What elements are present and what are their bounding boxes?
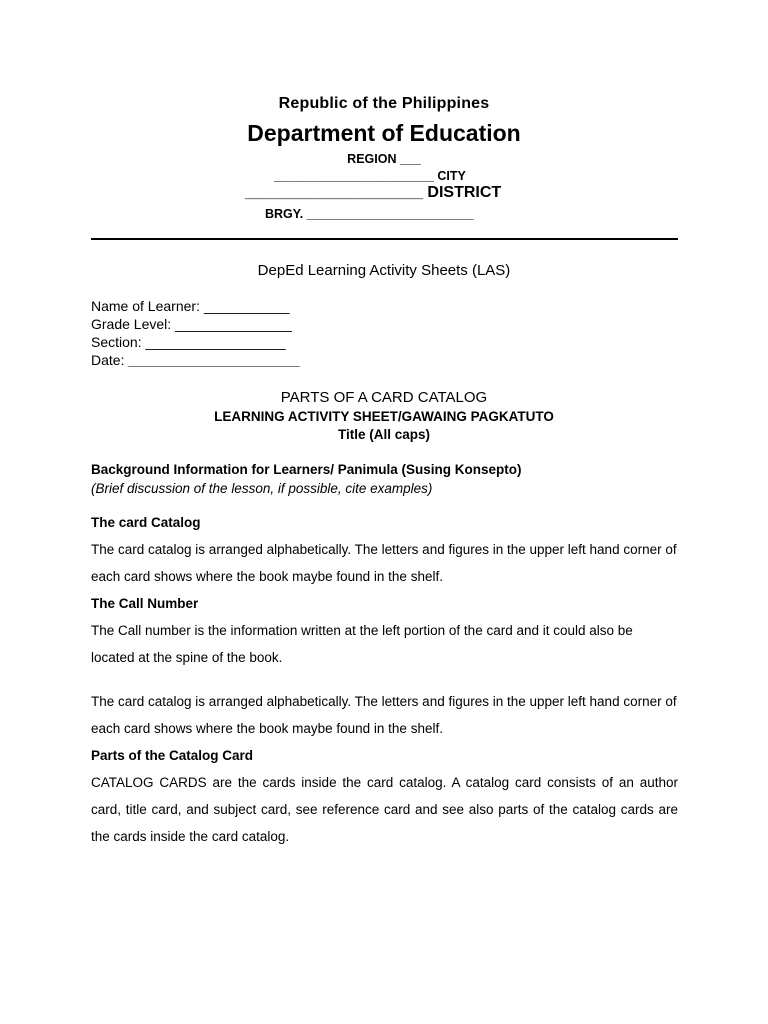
call-number-paragraph: The Call number is the information written at the left portion of the card and it could also be located at the spine of the book. bbox=[91, 623, 633, 665]
region-line: REGION ___ bbox=[347, 152, 421, 166]
department-heading: Department of Education bbox=[247, 120, 521, 146]
district-line: ____________________ DISTRICT bbox=[245, 184, 502, 201]
background-note: (Brief discussion of the lesson, if possible, cite examples) bbox=[91, 481, 433, 496]
grade-level-field: Grade Level: _______________ bbox=[91, 316, 292, 332]
title-caps-note: Title (All caps) bbox=[337, 427, 431, 442]
background-heading: Background Information for Learners/ Panimula (Susing Konsepto) bbox=[91, 462, 522, 477]
repeat-paragraph: The card catalog is arranged alphabetically. The letters and figures in the upper left hand corner of each card shows where the book maybe found in the shelf. bbox=[91, 694, 677, 736]
date-field bbox=[91, 352, 300, 368]
parts-heading: Parts of the Catalog Card bbox=[91, 748, 254, 763]
las-title: DepEd Learning Activity Sheets (LAS) bbox=[257, 262, 511, 279]
section-field: Section: __________________ bbox=[91, 334, 286, 350]
parts-paragraph: CATALOG CARDS are the cards inside the card catalog. A catalog card consists of an author card, title card, and subject card, see reference card and see also parts of the catalog cards are the cards inside the card catalog. bbox=[91, 775, 678, 844]
date-blank: ______________________ bbox=[128, 352, 300, 368]
brgy-line: BRGY. ________________________ bbox=[265, 207, 474, 221]
date-label: Date: bbox=[91, 352, 129, 368]
lesson-title: PARTS OF A CARD CATALOG bbox=[280, 389, 488, 406]
city-line: _______________________ CITY bbox=[274, 169, 466, 183]
card-catalog-paragraph: The card catalog is arranged alphabetically. The letters and figures in the upper left hand corner of each card shows where the book maybe found in the shelf. bbox=[91, 542, 677, 584]
header-divider bbox=[91, 238, 678, 240]
call-number-heading: The Call Number bbox=[91, 596, 199, 611]
learner-name-field: Name of Learner: ___________ bbox=[91, 298, 290, 314]
las-subtitle: LEARNING ACTIVITY SHEET/GAWAING PAGKATUTO bbox=[214, 409, 554, 424]
republic-heading: Republic of the Philippines bbox=[278, 95, 490, 112]
card-catalog-heading: The card Catalog bbox=[91, 515, 201, 530]
